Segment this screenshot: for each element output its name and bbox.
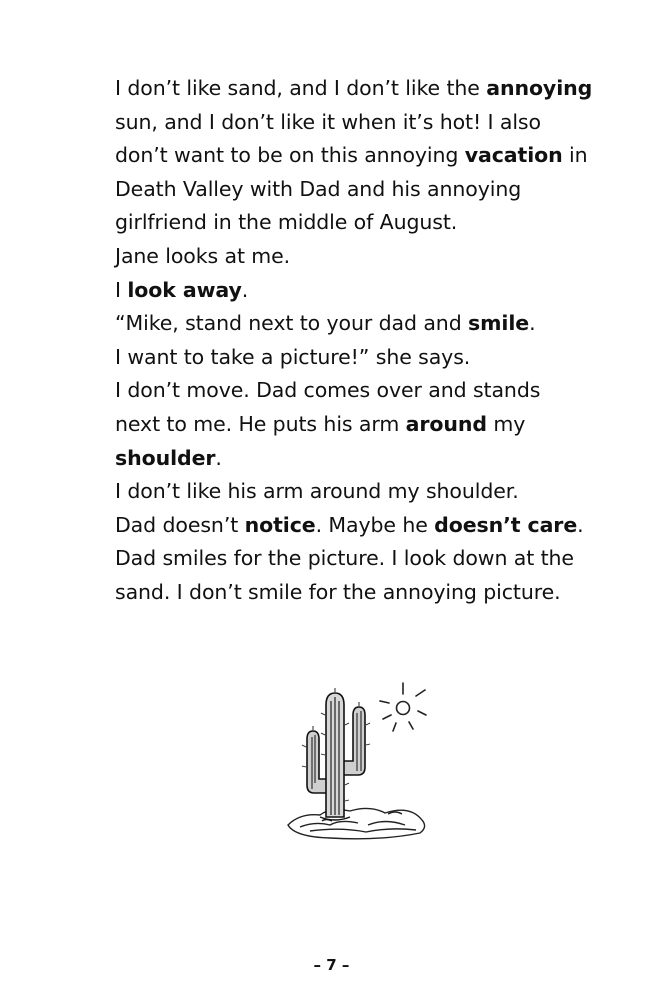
text-segment: “Mike, stand next to your dad and <box>115 311 469 336</box>
text-segment: I don’t move. Dad comes over and stands <box>115 378 541 403</box>
vocabulary-word: doesn’t care <box>434 512 578 537</box>
vocabulary-word: shoulder <box>115 445 216 470</box>
text-segment: don’t want to be on this annoying <box>115 143 465 168</box>
vocabulary-word: smile <box>468 311 530 336</box>
page-number: – 7 – <box>313 956 350 974</box>
vocabulary-word: annoying <box>486 76 593 100</box>
sun-icon <box>380 683 426 731</box>
text-segment: I <box>115 277 128 302</box>
text-line <box>115 442 635 476</box>
text-line <box>115 240 635 274</box>
text-segment: my <box>486 411 526 436</box>
text-line <box>115 139 635 173</box>
text-line <box>115 173 635 207</box>
vocabulary-word: look away <box>127 277 242 302</box>
text-line <box>115 475 635 509</box>
text-segment: . <box>577 512 584 537</box>
text-line <box>115 374 635 408</box>
cactus-icon <box>302 688 370 820</box>
vocabulary-word: vacation <box>464 143 563 168</box>
text-segment: girlfriend in the middle of August. <box>115 210 458 235</box>
text-segment: sun, and I don’t like it when it’s hot! I also <box>115 109 541 134</box>
text-segment: I want to take a picture!” she says. <box>115 344 471 369</box>
story-paragraph <box>115 72 635 610</box>
text-line <box>115 274 635 308</box>
text-segment: Dad doesn’t <box>115 512 245 537</box>
text-segment: Death Valley with Dad and his annoying <box>115 176 522 201</box>
text-segment: . <box>241 277 249 302</box>
text-segment: . <box>529 311 536 336</box>
text-segment: Jane looks at me. <box>115 243 291 268</box>
text-line <box>115 576 635 610</box>
cactus-sun-illustration <box>270 675 450 855</box>
text-line <box>115 72 635 106</box>
vocabulary-word: notice <box>244 512 316 537</box>
text-line <box>115 206 635 240</box>
text-segment: I don’t like sand, and I don’t like the <box>115 76 487 100</box>
text-segment: in <box>562 143 588 168</box>
rocks-icon <box>288 808 425 838</box>
text-segment: I don’t like his arm around my shoulder. <box>115 479 519 504</box>
vocabulary-word: around <box>405 411 487 436</box>
text-segment: sand. I don’t smile for the annoying picture. <box>115 579 561 604</box>
text-segment: . Maybe he <box>315 512 435 537</box>
text-line <box>115 106 635 140</box>
text-line <box>115 341 635 375</box>
text-line <box>115 542 635 576</box>
text-segment: . <box>215 445 222 470</box>
text-line <box>115 509 635 543</box>
text-line <box>115 408 635 442</box>
text-line <box>115 307 635 341</box>
text-segment: next to me. He puts his arm <box>115 411 406 436</box>
text-segment: Dad smiles for the picture. I look down at the <box>115 546 574 571</box>
